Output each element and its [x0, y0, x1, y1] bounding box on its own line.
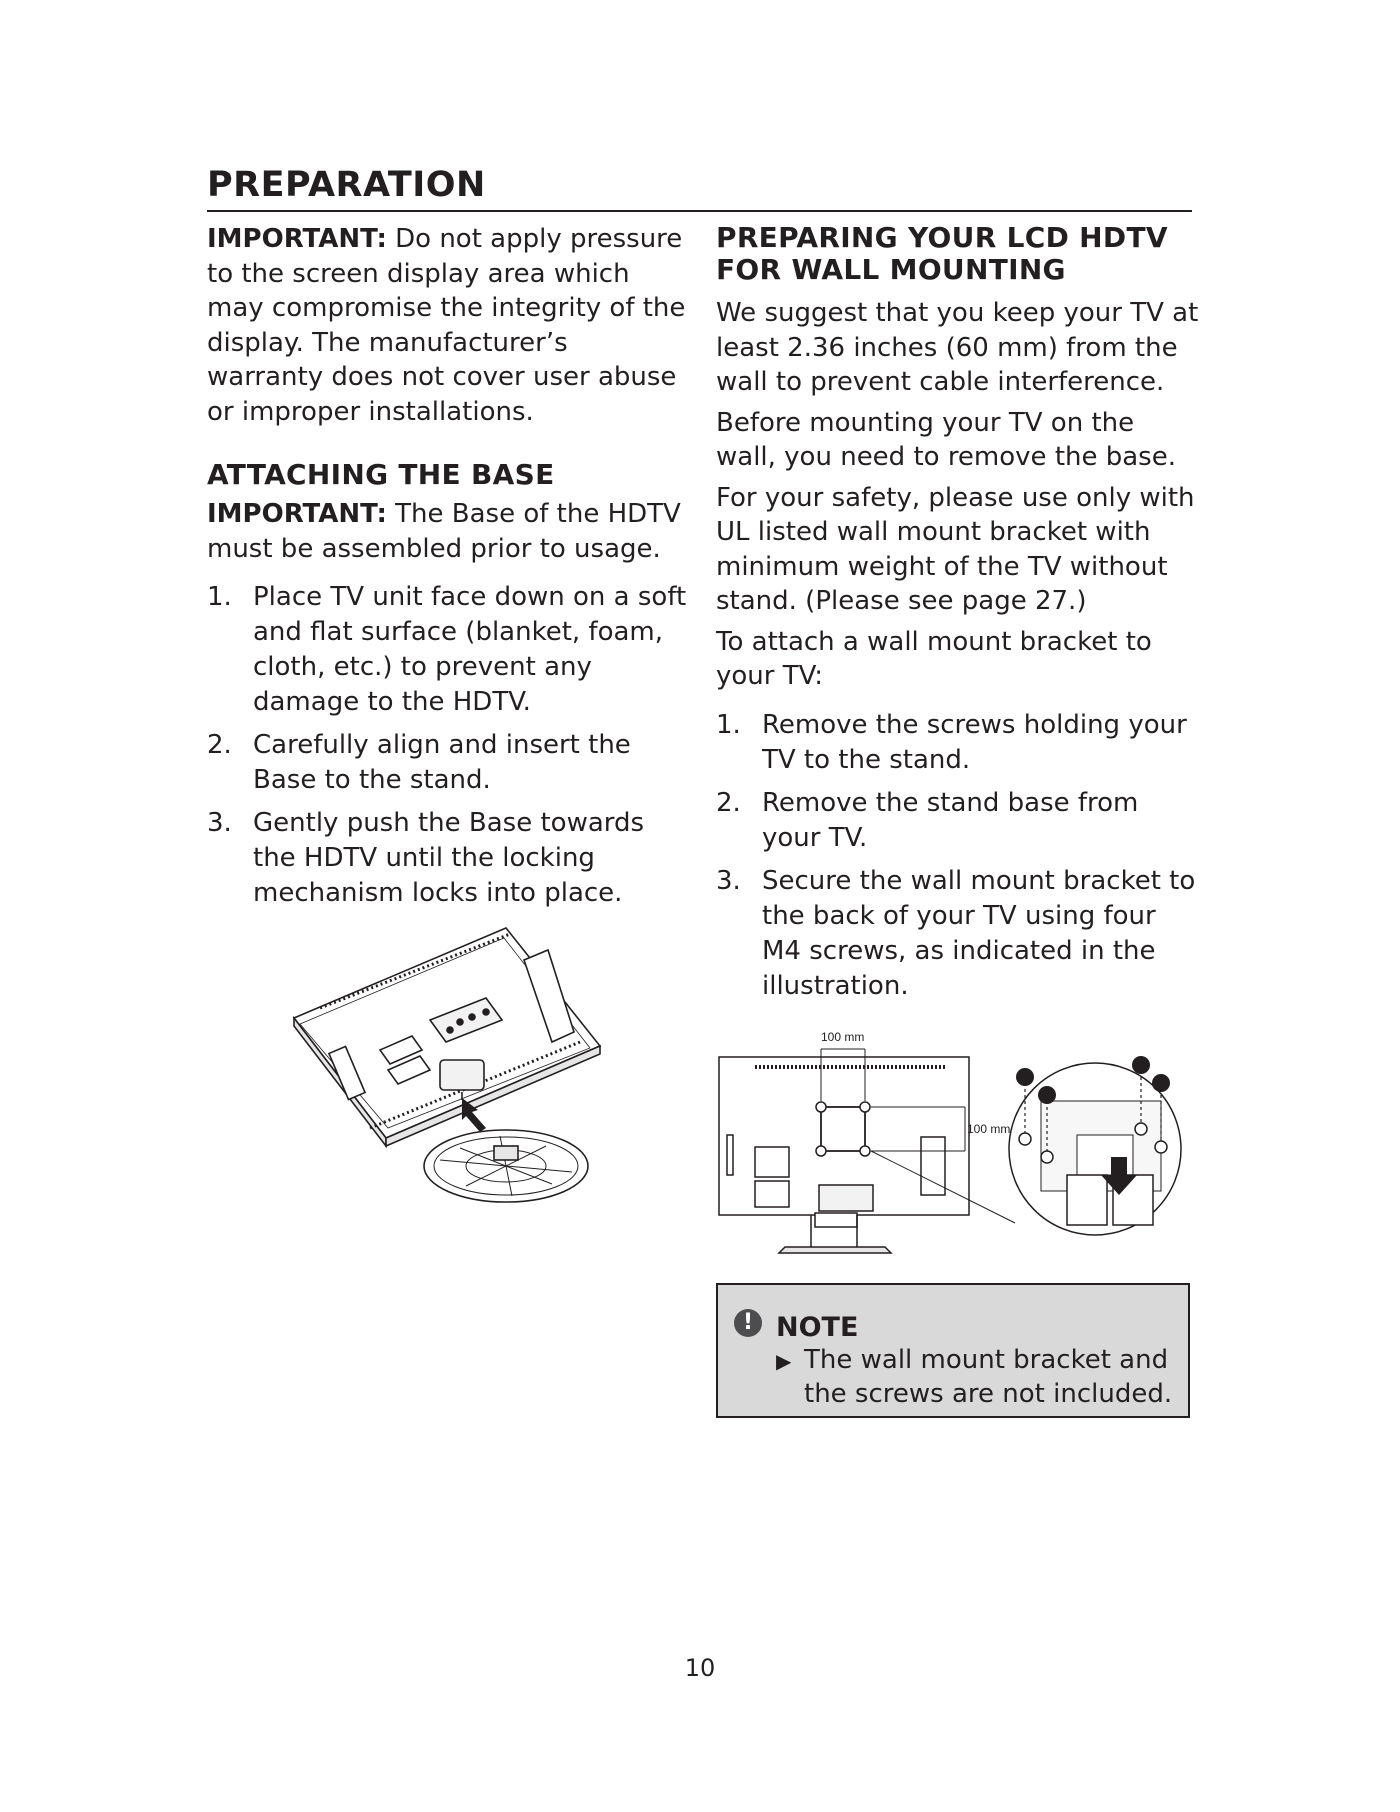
- step-number: 2.: [716, 787, 741, 818]
- list-item: [716, 786, 1201, 856]
- step-text: Carefully align and insert the Base to the stand.: [253, 730, 631, 795]
- mount-hole: [860, 1146, 870, 1156]
- paragraph: For your safety, please use only with UL listed wall mount bracket with minimum weight of the TV without stand. (Please see page 27.): [716, 482, 1195, 616]
- wall-mount-illustration: [715, 1025, 1195, 1255]
- step-text: Remove the stand base from your TV.: [762, 787, 1139, 853]
- mount-hole: [816, 1146, 826, 1156]
- wall-mount-drawing: [715, 1025, 1195, 1255]
- step-text: Gently push the Base towards the HDTV until the locking mechanism locks into place.: [253, 808, 645, 908]
- important-notice-1: [207, 222, 692, 429]
- wall-mount-steps: [716, 708, 1201, 1004]
- title-rule: [207, 210, 1192, 212]
- note-box: [716, 1283, 1190, 1418]
- important-notice-2: [207, 497, 692, 566]
- wall-mount-heading: [716, 222, 1201, 286]
- wall-mount-heading-line2: FOR WALL MOUNTING: [716, 253, 1066, 286]
- note-item: [776, 1343, 1204, 1411]
- important-text-2: The Base of the HDTV must be assembled prior to usage.: [207, 499, 681, 564]
- right-column: [716, 222, 1201, 1012]
- step-number: 3.: [207, 808, 232, 838]
- dimension-label-horizontal: 100 mm: [821, 1030, 865, 1044]
- important-text-1: Do not apply pressure to the screen display area which may compromise the integrity of the display. The manufacturer’s warranty does not cover user abuse or improper installations.: [207, 224, 686, 427]
- wall-mount-heading-line1: PREPARING YOUR LCD HDTV: [716, 221, 1168, 254]
- step-number: 2.: [207, 730, 232, 760]
- tv-base-drawing: [290, 920, 610, 1205]
- paragraph: We suggest that you keep your TV at least 2.36 inches (60 mm) from the wall to prevent cable interference.: [716, 298, 1199, 397]
- list-item: [716, 708, 1201, 778]
- step-text: Place TV unit face down on a soft and flat surface (blanket, foam, cloth, etc.) to prevent any damage to the HDTV.: [253, 582, 687, 717]
- note-text: The wall mount bracket and the screws are not included.: [804, 1345, 1173, 1409]
- left-column: [207, 222, 692, 919]
- attach-base-illustration: [290, 920, 610, 1205]
- paragraph: To attach a wall mount bracket to your TV:: [716, 626, 1152, 691]
- important-label-1: IMPORTANT:: [207, 224, 387, 254]
- note-title: NOTE: [776, 1312, 859, 1343]
- page-title: PREPARATION: [207, 165, 486, 205]
- dimension-label-vertical: 100 mm: [967, 1122, 1011, 1136]
- paragraph: Before mounting your TV on the wall, you need to remove the base.: [716, 407, 1176, 472]
- attach-base-steps: [207, 580, 692, 911]
- list-item: [716, 864, 1201, 1004]
- list-item: [207, 728, 692, 798]
- list-item: [207, 806, 692, 911]
- step-number: 3.: [716, 865, 741, 896]
- step-number: 1.: [207, 582, 232, 612]
- attaching-base-heading: ATTACHING THE BASE: [207, 458, 555, 491]
- mount-hole: [816, 1102, 826, 1112]
- exclamation-icon: !: [734, 1309, 762, 1337]
- mount-hole: [860, 1102, 870, 1112]
- important-label-2: IMPORTANT:: [207, 499, 387, 529]
- step-number: 1.: [716, 709, 741, 740]
- step-text: Remove the screws holding your TV to the stand.: [762, 709, 1187, 775]
- triangle-bullet-icon: ▶: [776, 1349, 792, 1373]
- list-item: [207, 580, 692, 720]
- step-text: Secure the wall mount bracket to the back of your TV using four M4 screws, as indicated in the illustration.: [762, 865, 1196, 1001]
- page-number: 10: [684, 1654, 716, 1682]
